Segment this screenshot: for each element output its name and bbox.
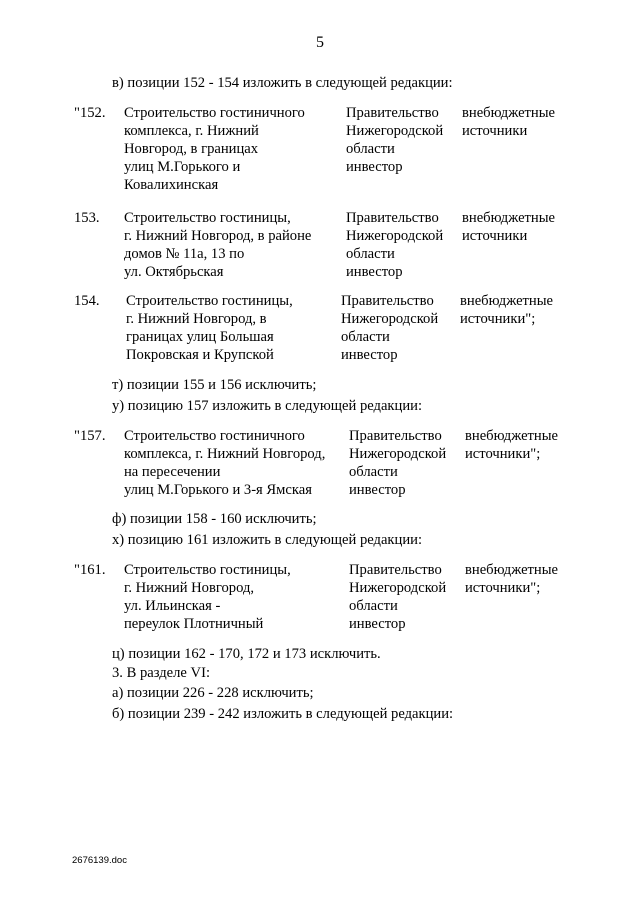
description-line: ул. Ильинская - bbox=[124, 598, 221, 614]
position-number: 154. bbox=[74, 293, 100, 309]
position-organization bbox=[349, 561, 446, 633]
paragraph-ts: ц) позиции 162 - 170, 172 и 173 исключить. bbox=[112, 646, 381, 662]
description-line: Строительство гостиницы, bbox=[126, 293, 293, 309]
organization-line: инвестор bbox=[349, 616, 406, 632]
paragraph-t: т) позиции 155 и 156 исключить; bbox=[112, 377, 317, 393]
position-description bbox=[126, 292, 293, 364]
position-funding bbox=[462, 104, 555, 140]
organization-line: Правительство bbox=[346, 105, 439, 121]
paragraph-u: у) позицию 157 изложить в следующей редакции: bbox=[112, 398, 423, 414]
description-line: улиц М.Горького и 3-я Ямская bbox=[124, 482, 312, 498]
description-line: Строительство гостиничного bbox=[124, 105, 305, 121]
funding-line: внебюджетные bbox=[465, 562, 559, 578]
organization-line: инвестор bbox=[349, 482, 406, 498]
funding-line: внебюджетные bbox=[465, 428, 559, 444]
position-funding bbox=[465, 561, 558, 597]
paragraph-f: ф) позиции 158 - 160 исключить; bbox=[112, 511, 317, 527]
page-number: 5 bbox=[316, 34, 324, 51]
paragraph-v: в) позиции 152 - 154 изложить в следующей редакции: bbox=[112, 75, 453, 91]
organization-line: Нижегородской bbox=[341, 311, 439, 327]
paragraph-b: б) позиции 239 - 242 изложить в следующей редакции: bbox=[112, 706, 454, 722]
funding-line: внебюджетные bbox=[460, 293, 554, 309]
description-line: на пересечении bbox=[124, 464, 221, 480]
position-funding bbox=[462, 209, 555, 245]
funding-line: источники"; bbox=[465, 580, 541, 596]
paragraph-a: а) позиции 226 - 228 исключить; bbox=[112, 685, 314, 701]
organization-line: инвестор bbox=[341, 347, 398, 363]
position-number: "161. bbox=[74, 562, 106, 578]
position-number: "152. bbox=[74, 105, 106, 121]
position-description bbox=[124, 427, 325, 499]
description-line: границах улиц Большая bbox=[126, 329, 274, 345]
section-heading: 3. В разделе VI: bbox=[112, 665, 211, 681]
organization-line: инвестор bbox=[346, 264, 403, 280]
description-line: ул. Октябрьская bbox=[124, 264, 224, 280]
position-number: "157. bbox=[74, 428, 106, 444]
description-line: домов № 11а, 13 по bbox=[124, 246, 245, 262]
organization-line: Нижегородской bbox=[346, 228, 444, 244]
description-line: г. Нижний Новгород, bbox=[124, 580, 255, 596]
organization-line: Правительство bbox=[346, 210, 439, 226]
file-name-footer: 2676139.doc bbox=[72, 855, 127, 866]
description-line: комплекса, г. Нижний bbox=[124, 123, 259, 139]
funding-line: источники"; bbox=[465, 446, 541, 462]
position-funding bbox=[465, 427, 558, 463]
position-organization bbox=[346, 104, 443, 176]
paragraph-kh: х) позицию 161 изложить в следующей редакции: bbox=[112, 532, 423, 548]
description-line: улиц М.Горького и bbox=[124, 159, 241, 175]
organization-line: Нижегородской bbox=[349, 580, 447, 596]
funding-line: внебюджетные bbox=[462, 210, 556, 226]
position-number: 153. bbox=[74, 210, 100, 226]
funding-line: источники"; bbox=[460, 311, 536, 327]
description-line: Строительство гостиничного bbox=[124, 428, 305, 444]
organization-line: области bbox=[346, 246, 395, 262]
description-line: Ковалихинская bbox=[124, 177, 219, 193]
position-description bbox=[124, 209, 311, 281]
description-line: Строительство гостиницы, bbox=[124, 562, 291, 578]
position-description bbox=[124, 561, 291, 633]
organization-line: области bbox=[346, 141, 395, 157]
organization-line: инвестор bbox=[346, 159, 403, 175]
description-line: Новгород, в границах bbox=[124, 141, 259, 157]
description-line: комплекса, г. Нижний Новгород, bbox=[124, 446, 326, 462]
organization-line: Нижегородской bbox=[346, 123, 444, 139]
description-line: Покровская и Крупской bbox=[126, 347, 274, 363]
description-line: переулок Плотничный bbox=[124, 616, 264, 632]
funding-line: источники bbox=[462, 123, 528, 139]
position-organization bbox=[349, 427, 446, 499]
position-description bbox=[124, 104, 305, 194]
organization-line: Правительство bbox=[349, 562, 442, 578]
funding-line: источники bbox=[462, 228, 528, 244]
funding-line: внебюджетные bbox=[462, 105, 556, 121]
organization-line: области bbox=[349, 464, 398, 480]
organization-line: Правительство bbox=[341, 293, 434, 309]
organization-line: Правительство bbox=[349, 428, 442, 444]
description-line: Строительство гостиницы, bbox=[124, 210, 291, 226]
description-line: г. Нижний Новгород, в bbox=[126, 311, 267, 327]
position-organization bbox=[341, 292, 438, 364]
organization-line: области bbox=[349, 598, 398, 614]
position-funding bbox=[460, 292, 553, 328]
organization-line: Нижегородской bbox=[349, 446, 447, 462]
organization-line: области bbox=[341, 329, 390, 345]
description-line: г. Нижний Новгород, в районе bbox=[124, 228, 312, 244]
position-organization bbox=[346, 209, 443, 281]
